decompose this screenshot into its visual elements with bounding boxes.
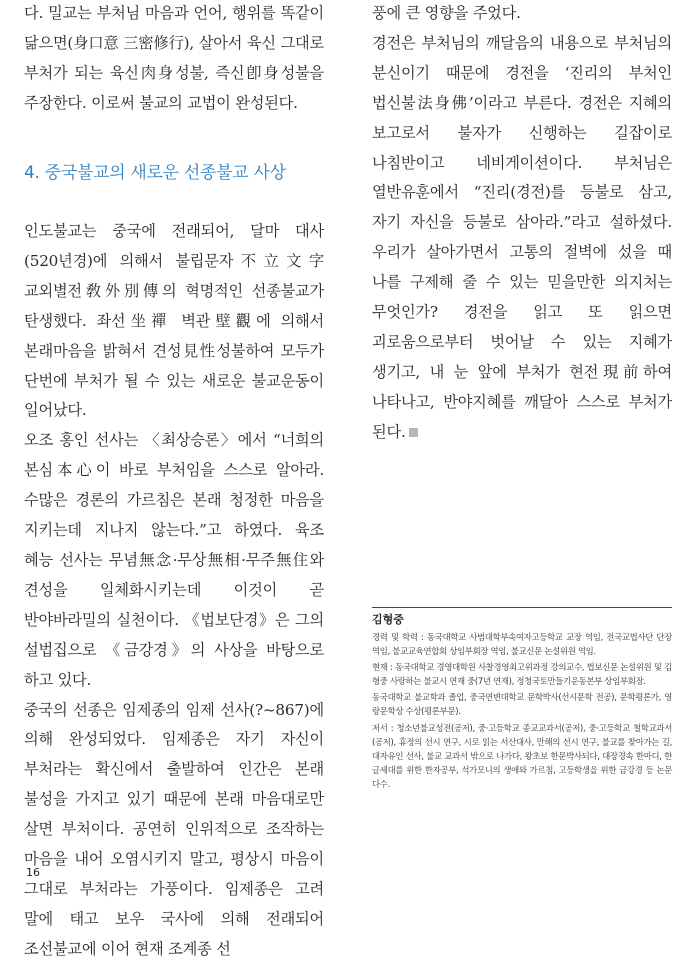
intro-paragraph: 다. 밀교는 부처님 마음과 언어, 행위를 똑같이 닮으면(身口意 三密修行), 살아서 육신 그대로 부처가 되는 육신肉身성불, 즉신卽身성불을 주장한다. 이로써 불교의 교법이 완성된다.	[24, 4, 324, 112]
author-bio	[372, 607, 672, 793]
closing-paragraph-text: 경전은 부처님의 깨달음의 내용으로 부처님의 분신이기 때문에 경전을 ‘진리의 부처인 법신불法身佛’이라고 부른다. 경전은 지혜의 보고로서 불자가 신행하는 길잡이로 나침반이고 네비게이션이다. 부처님은 열반유훈에서 “진리(경전)를 등불로 삼고, 자기 자신을 등불로 삼아라.”라고 설하셨다. 우리가 살아가면서 고통의 절벽에 섰을 때 나를 구제해 줄 수 있는 믿을만한 의지처는 무엇인가? 경전을 읽고 또 읽으면 괴로움으로부터 벗어날 수 있는 지혜가 생기고, 내 눈 앞에 부처가 현전現前하여 나타나고, 반야지혜를 깨달아 스스로 부처가 된다.	[372, 33, 672, 441]
body-paragraph: 오조 홍인 선사는 〈최상승론〉에서 “너희의 본심本心이 바로 부처임을 스스로 알아라. 수많은 경론의 가르침은 본래 청정한 마음을 지키는데 지나지 않는다.”고 하였다. 육조 혜능 선사는 무념無念·무상無相·무주無住와 견성을 일체화시키는데 이것이 곧 반야바라밀의 실천이다. 《법보단경》은 그의 설법집으로 《금강경》의 사상을 바탕으로 하고 있다.	[24, 431, 324, 689]
right-column	[372, 0, 672, 448]
bio-divider	[372, 607, 672, 608]
body-paragraph	[372, 29, 672, 448]
bio-education: 동국대학교 불교학과 졸업, 중국연변대학교 문학박사(선시문학 전공), 문학평론가, 영랑문학상 수상(평론부문).	[372, 692, 672, 717]
body-paragraph: 중국의 선종은 임제종의 임제 선사(?~867)에 의해 완성되었다. 임제종은 자기 자신이 부처라는 확신에서 출발하여 인간은 본래 불성을 가지고 있기 때문에 본래 마음대로만 살면 부처이다. 공연히 인위적으로 조작하는 마음을 내어 오염시키지 말고, 평상시 마음이 그대로 부처라는 가풍이다. 임제종은 고려 말에 태고 보우 국사에 의해 전래되어 조선불교에 이어 현재 조계종 선	[24, 700, 324, 958]
bio-career: 경력 및 학력 : 동국대학교 사범대학부속여자고등학교 교장 역임, 전국교법사단 단장 역임, 불교교육연합회 상임부회장 역임, 불교신문 논설위원 역임.	[372, 632, 672, 657]
author-name: 김형중	[372, 613, 404, 626]
left-body	[24, 217, 324, 965]
end-mark-icon	[409, 428, 418, 437]
body-paragraph: 인도불교는 중국에 전래되어, 달마 대사(520년경)에 의해서 불립문자不立文字 교외별전敎外別傳의 혁명적인 선종불교가 탄생했다. 좌선坐禪 벽관壁觀에 의해서 본래마음을 밝혀서 견성見性성불하여 모두가 단번에 부처가 될 수 있는 새로운 불교운동이 일어났다.	[24, 222, 324, 420]
bio-publications: 저서 : 청소년불교성전(공저), 중·고등학교 종교교과서(공저), 중·고등학교 철학교과서(공저), 휴정의 선시 연구, 시로 읽는 서산대사, 만해의 선시 연구, 불교를 찾아가는 길, 대자유인 선사, 불교 교과서 밖으로 나가다, 왕초보 한문박사되다, 대장경속 한마디, 한글세대를 위한 한자공부, 석가모니의 생애와 가르침, 고등학생을 위한 금강경 등 논문 다수.	[372, 722, 672, 789]
bio-current: 현재 : 동국대학교 경영대학원 사찰경영최고위과정 강의교수, 법보신문 논설위원 및 김형중 사랑하는 불교시 연재 중(7년 연재), 정청국토만들기운동본부 상임부회장.	[372, 662, 672, 687]
page-number: 16	[26, 866, 40, 879]
body-paragraph: 풍에 큰 영향을 주었다.	[372, 4, 521, 22]
section-heading: 4. 중국불교의 새로운 선종불교 사상	[24, 163, 286, 183]
